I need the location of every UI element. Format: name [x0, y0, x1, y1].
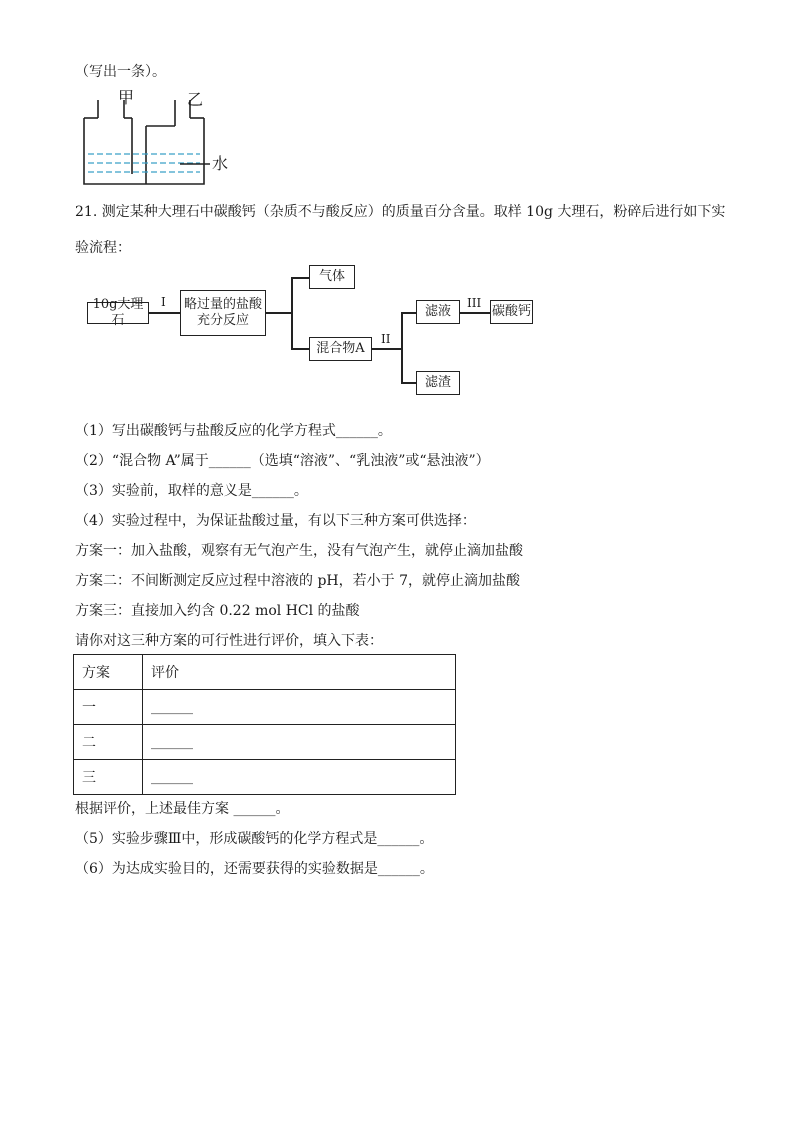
flow-connector: [460, 312, 490, 314]
plan-3: 方案三：直接加入约含 0.22 mol HCl 的盐酸: [75, 603, 360, 619]
flow-process-line-1: 略过量的盐酸: [183, 297, 262, 312]
flow-start-box: 10g大理石: [87, 302, 149, 324]
flow-filtrate-box: 滤液: [416, 300, 460, 324]
intro-line: （写出一条）。: [75, 64, 166, 80]
evaluate-prompt: 请你对这三种方案的可行性进行评价，填入下表：: [75, 633, 383, 649]
question-2: （2）“混合物 A”属于______（选填“溶液”、“乳浊液”或“悬浊液”）: [75, 453, 490, 469]
best-plan-line: 根据评价，上述最佳方案 ______。: [75, 801, 290, 817]
question-6: （6）为达成实验目的，还需要获得的实验数据是______。: [75, 861, 434, 877]
flow-connector: [291, 277, 309, 279]
question-5: （5）实验步骤Ⅲ中，形成碳酸钙的化学方程式是______。: [75, 831, 434, 847]
label-yi: 乙: [187, 90, 204, 109]
table-row: [74, 725, 456, 760]
table-cell-plan: 一: [74, 690, 143, 725]
label-jia: 甲: [118, 88, 135, 107]
question-1: （1）写出碳酸钙与盐酸反应的化学方程式______。: [75, 423, 392, 439]
table-header-row: [74, 655, 456, 690]
flow-connector: [401, 312, 416, 314]
table-cell-blank[interactable]: ______: [143, 760, 456, 795]
flow-gas-box: 气体: [309, 265, 355, 289]
flow-connector: [149, 312, 180, 314]
plan-2: 方案二：不间断测定反应过程中溶液的 pH，若小于 7，就停止滴加盐酸: [75, 573, 520, 589]
table-cell-plan: 二: [74, 725, 143, 760]
evaluation-table: [73, 654, 456, 795]
plan-1: 方案一：加入盐酸，观察有无气泡产生，没有气泡产生，就停止滴加盐酸: [75, 543, 523, 559]
flow-step-2-label: II: [381, 332, 391, 346]
flow-step-3-label: III: [467, 296, 482, 310]
flow-process-line-2: 充分反应: [196, 313, 249, 328]
flow-connector: [401, 312, 403, 383]
question-line-2: 验流程：: [75, 240, 131, 256]
question-3: （3）实验前，取样的意义是______。: [75, 483, 308, 499]
question-line-1: 21. 测定某种大理石中碳酸钙（杂质不与酸反应）的质量百分含量。取样 10g 大理石，粉碎后进行如下实: [75, 204, 726, 220]
flow-mixture-box: 混合物A: [309, 337, 372, 361]
flow-connector: [266, 312, 291, 314]
table-cell-plan: 三: [74, 760, 143, 795]
table-cell-blank[interactable]: ______: [143, 690, 456, 725]
flow-process-box: [180, 290, 266, 336]
table-header-cell: 方案: [74, 655, 143, 690]
flow-step-1-label: I: [161, 295, 166, 309]
flow-connector: [401, 382, 416, 384]
flow-product-box: 碳酸钙: [490, 300, 533, 324]
question-4: （4）实验过程中，为保证盐酸过量，有以下三种方案可供选择：: [75, 513, 476, 529]
table-header-cell: 评价: [143, 655, 456, 690]
flow-connector: [291, 277, 293, 349]
flow-connector: [372, 348, 401, 350]
flow-connector: [291, 348, 309, 350]
table-cell-blank[interactable]: ______: [143, 725, 456, 760]
table-row: [74, 690, 456, 725]
flow-residue-box: 滤渣: [416, 371, 460, 395]
table-row: [74, 760, 456, 795]
label-water: 水: [212, 154, 229, 173]
